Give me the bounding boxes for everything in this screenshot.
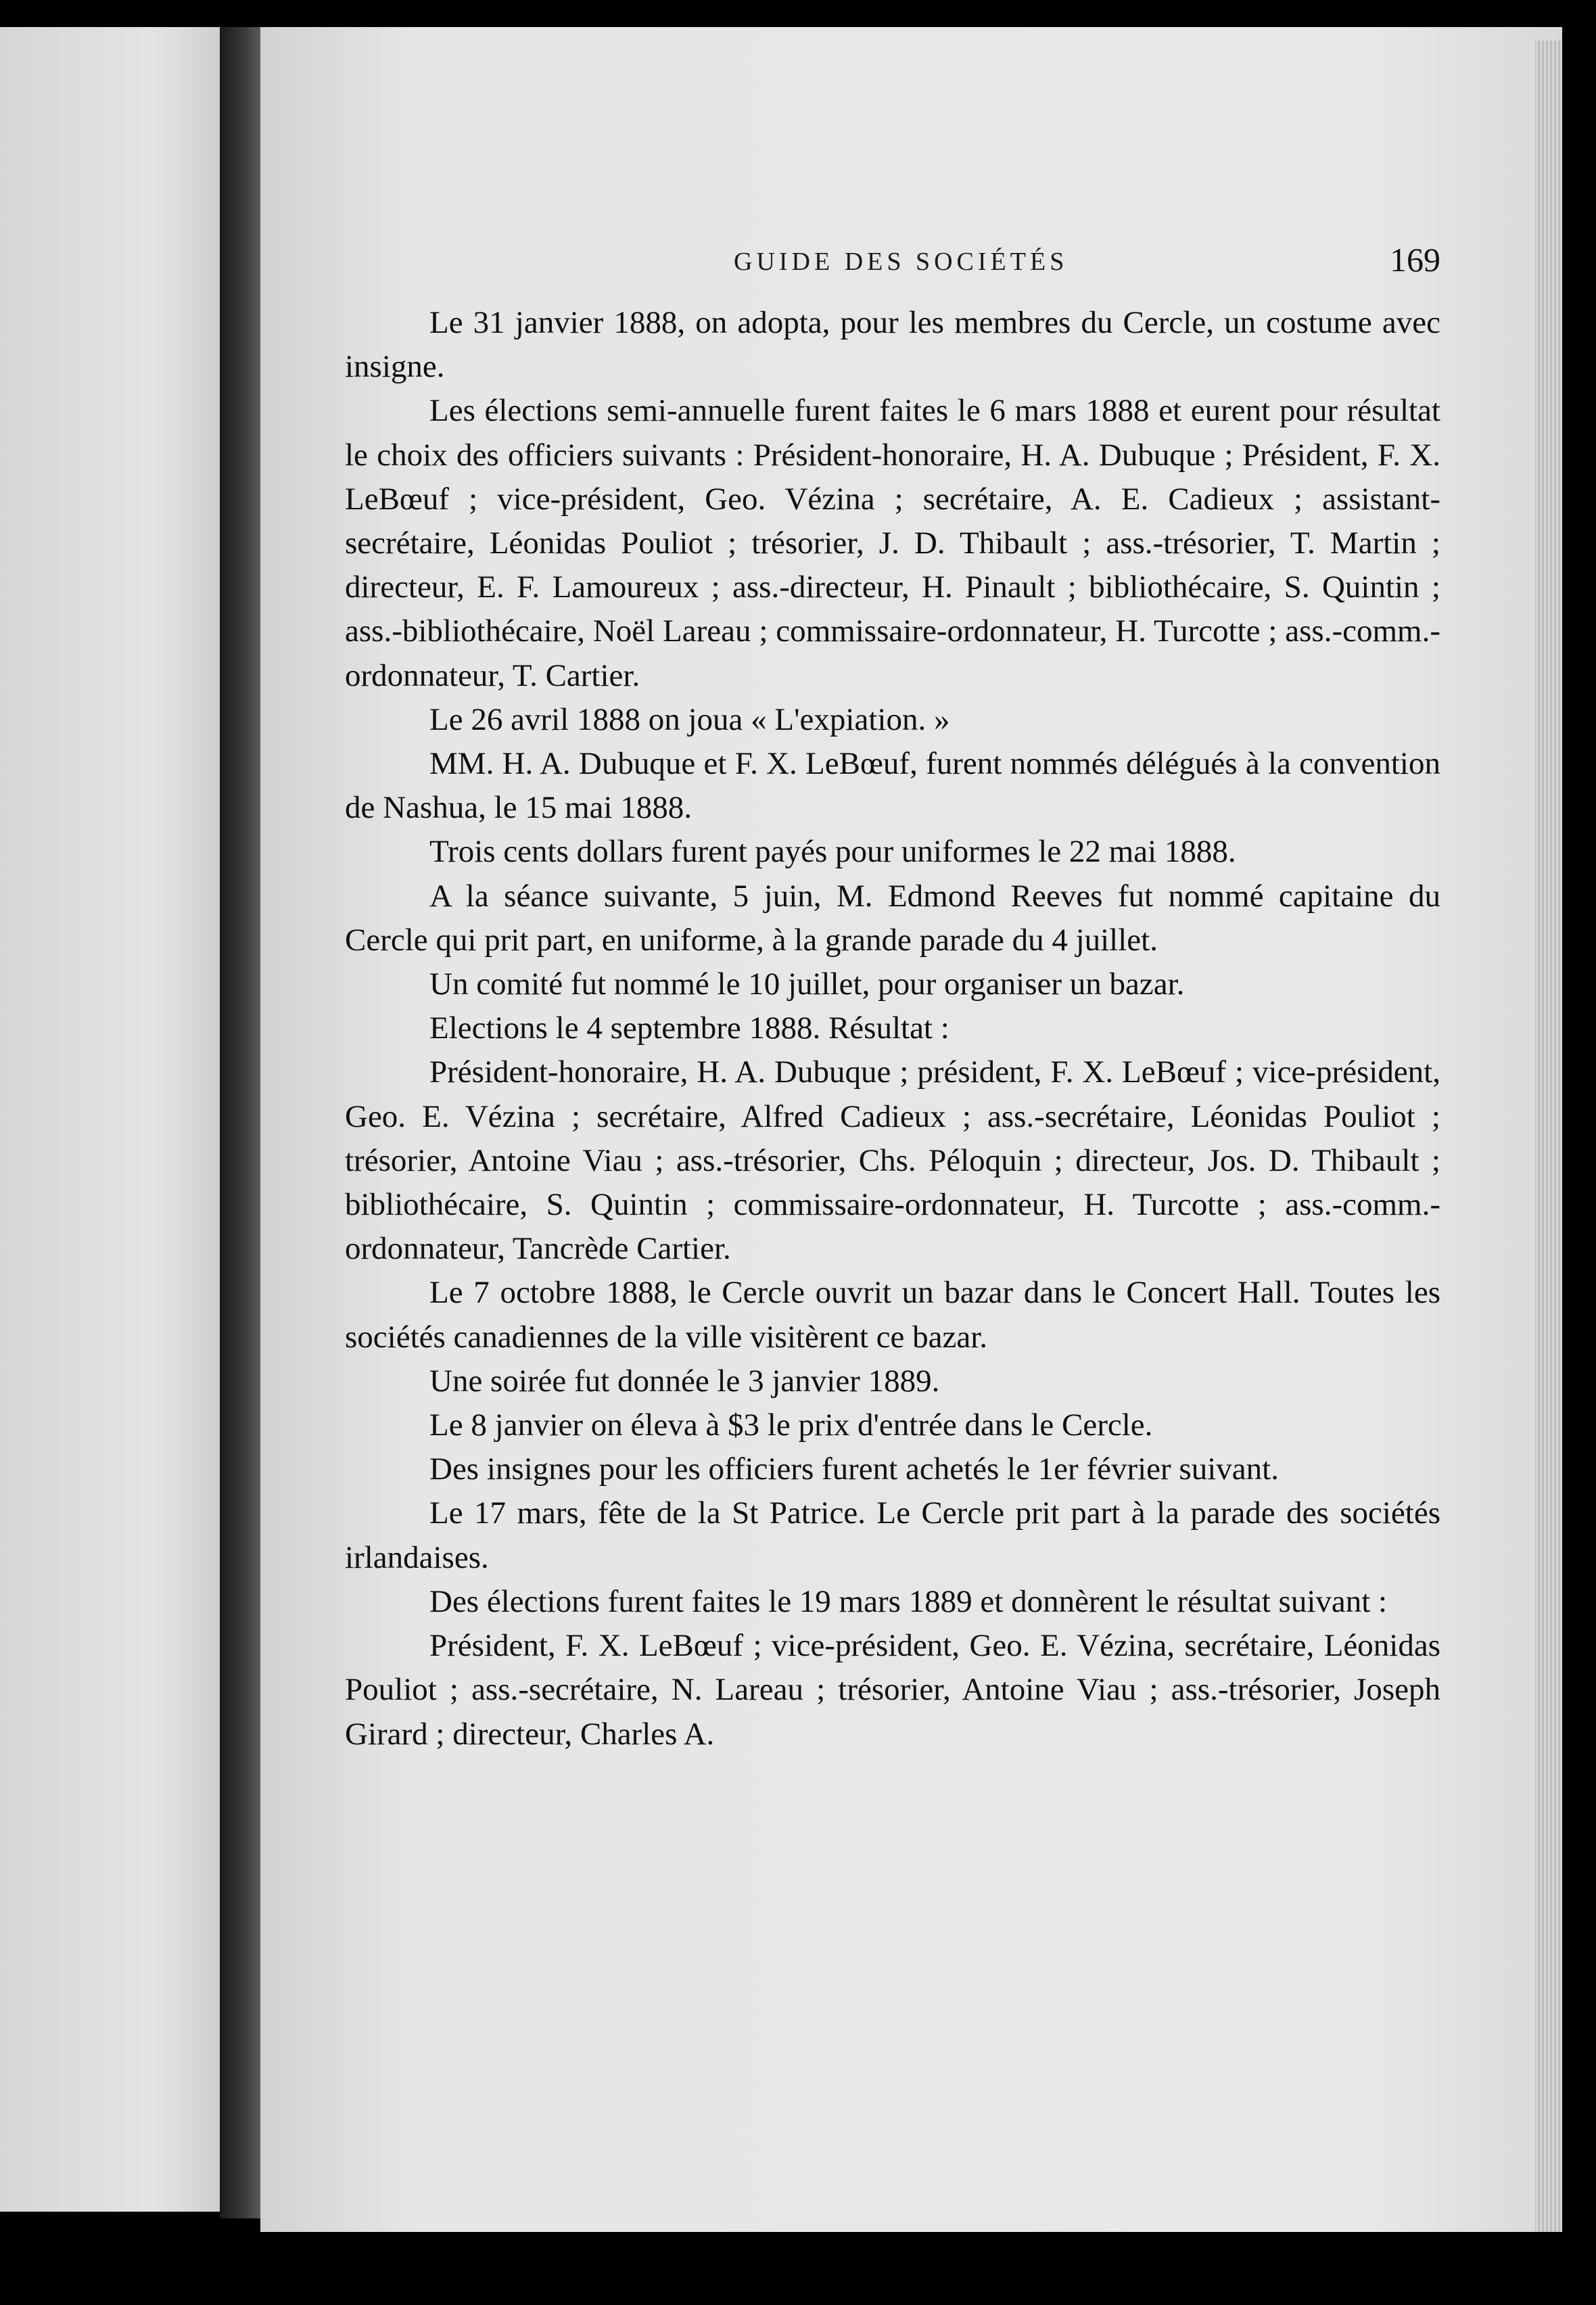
paragraph: Le 26 avril 1888 on joua « L'expiation. » xyxy=(429,701,950,737)
running-title: GUIDE DES SOCIÉTÉS xyxy=(734,248,1069,276)
paragraph: Le 7 octobre 1888, le Cercle ouvrit un bazar dans le Concert Hall. Toutes les sociétés canadiennes de la ville visitèrent ce bazar. xyxy=(345,1275,1440,1355)
paragraph: Elections le 4 septembre 1888. Résultat : xyxy=(429,1010,949,1046)
paragraph: Trois cents dollars furent payés pour uniformes le 22 mai 1888. xyxy=(429,834,1236,870)
page-number: 169 xyxy=(1390,241,1440,279)
facing-page-left xyxy=(0,27,220,2212)
paragraph: Une soirée fut donnée le 3 janvier 1889. xyxy=(429,1363,940,1399)
paragraph: Le 31 janvier 1888, on adopta, pour les membres du Cercle, un costume avec insigne. xyxy=(345,305,1440,385)
running-head xyxy=(358,240,1440,287)
paragraph: Président, F. X. LeBœuf ; vice-président, Geo. E. Vézina, secrétaire, Léonidas Pouliot ; ass.-secrétaire, N. Lareau ; trésorier, Antoine Viau ; ass.-trésorier, Joseph Girard ; directeur, Charles A. xyxy=(345,1628,1440,1752)
book-gutter xyxy=(220,27,260,2218)
paragraph: Des insignes pour les officiers furent achetés le 1er février suivant. xyxy=(429,1451,1279,1487)
body-text xyxy=(345,301,1440,1756)
paragraph: Le 17 mars, fête de la St Patrice. Le Cercle prit part à la parade des sociétés irlandaises. xyxy=(345,1495,1440,1575)
paragraph: MM. H. A. Dubuque et F. X. LeBœuf, furent nommés délégués à la convention de Nashua, le 15 mai 1888. xyxy=(345,746,1440,826)
paragraph: Les élections semi-annuelle furent faites le 6 mars 1888 et eurent pour résultat le choix des officiers suivants : Président-honoraire, H. A. Dubuque ; Président, F. X. LeBœuf ; vice-président, Geo. Vézina ; secrétaire, A. E. Cadieux ; assistant-secrétaire, Léonidas Pouliot ; trésorier, J. D. Thibault ; ass.-trésorier, T. Martin ; directeur, E. F. Lamoureux ; ass.-directeur, H. Pinault ; bibliothécaire, S. Quintin ; ass.-bibliothécaire, Noël Lareau ; commissaire-ordonnateur, H. Turcotte ; ass.-comm.-ordonnateur, T. Cartier. xyxy=(345,393,1440,693)
paragraph: Des élections furent faites le 19 mars 1889 et donnèrent le résultat suivant : xyxy=(429,1583,1388,1619)
paragraph: Président-honoraire, H. A. Dubuque ; président, F. X. LeBœuf ; vice-président, Geo. E. Vézina ; secrétaire, Alfred Cadieux ; ass.-secrétaire, Léonidas Pouliot ; trésorier, Antoine Viau ; ass.-trésorier, Chs. Péloquin ; directeur, Jos. D. Thibault ; bibliothécaire, S. Quintin ; commissaire-ordonnateur, H. Turcotte ; ass.-comm.-ordonnateur, Tancrède Cartier. xyxy=(345,1054,1440,1267)
paragraph: Un comité fut nommé le 10 juillet, pour organiser un bazar. xyxy=(429,967,1185,1002)
paragraph: A la séance suivante, 5 juin, M. Edmond Reeves fut nommé capitaine du Cercle qui prit part, en uniforme, à la grande parade du 4 juillet. xyxy=(345,878,1440,958)
page-edges xyxy=(1535,41,1562,2232)
paragraph: Le 8 janvier on éleva à $3 le prix d'entrée dans le Cercle. xyxy=(429,1407,1153,1443)
